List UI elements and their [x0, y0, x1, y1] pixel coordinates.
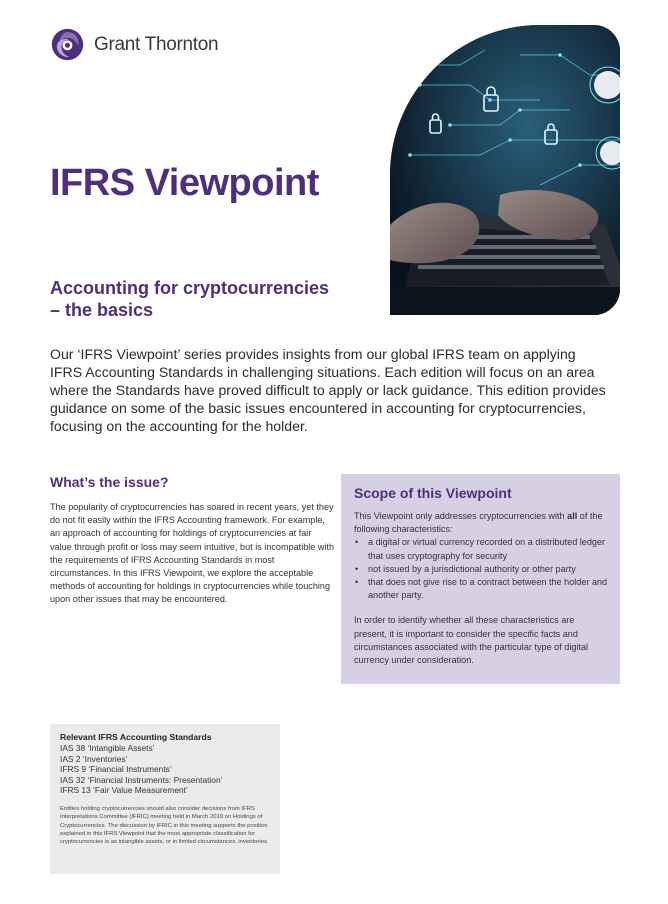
- list-item: • not issued by a jurisdictional authority or other party: [354, 563, 608, 576]
- scope-closing: In order to identify whether all these characteristics are present, it is important to consider the specific facts and circumstances associated with the particular type of digital currency under consideration.: [354, 615, 589, 666]
- hero-image: [390, 25, 620, 315]
- standards-note: Entities holding cryptocurrencies should also consider decisions from IFRS Interpretations Committee (IFRIC) meeting held in March 2019 on Holdings of Cryptocurrencies. The discussion by IFRIC in this meeting supports the position explained in this IFRS Viewpoint that the most appropriate classification for cryptocurrencies is as intangible assets, or in limited circumstances, inventories.: [60, 805, 269, 846]
- intro-paragraph: Our ‘IFRS Viewpoint’ series provides insights from our global IFRS team on applying IFRS Accounting Standards in challenging situations. Each edition will focus on an area where the Standards have proved difficult to apply or lack guidance. This edition provides guidance on some of the basic issues encountered in accounting for cryptocurrencies, focusing on the accounting for the holder.: [50, 346, 606, 434]
- scope-intro: This Viewpoint only addresses cryptocurrencies with all of the following characteristics:: [354, 511, 603, 535]
- list-item: IAS 32 ‘Financial Instruments: Presentation’: [60, 774, 223, 785]
- list-item: IFRS 9 ‘Financial Instruments’: [60, 764, 172, 775]
- relevant-standards-box: [50, 724, 280, 874]
- laptop-typing-with-lock-icons-image: [390, 25, 620, 315]
- page-title: IFRS Viewpoint: [50, 162, 319, 204]
- subtitle-line-1: Accounting for cryptocurrencies: [50, 278, 330, 298]
- issue-body: The popularity of cryptocurrencies has soared in recent years, yet they do not fit easily within the IFRS Accounting framework. For example, an approach of accounting for holdings of cryptocurrencies at fair value through profit or loss may seem intuitive, but is incompatible with the requirements of IFRS Accounting Standards in most circumstances. In this IFRS Viewpoint, we explore the acceptable methods of accounting for holdings in cryptocurrencies while touching upon other issues that may be encountered.: [50, 502, 335, 605]
- brand-name: Grant Thornton: [94, 33, 219, 55]
- list-item: • a digital or virtual currency recorded on a distributed ledger that uses cryptography for security: [354, 536, 608, 562]
- standards-heading: Relevant IFRS Accounting Standards: [60, 732, 212, 742]
- scope-heading: Scope of this Viewpoint: [354, 485, 512, 501]
- scope-criteria-list: [354, 536, 608, 602]
- list-item: IAS 38 ‘Intangible Assets’: [60, 743, 155, 753]
- list-item: • that does not give rise to a contract between the holder and another party.: [354, 576, 608, 602]
- scope-box: [341, 474, 620, 684]
- grant-thornton-logo-icon: [51, 28, 84, 61]
- subtitle-line-2: – the basics: [50, 300, 154, 320]
- issue-heading: What’s the issue?: [50, 474, 169, 490]
- list-item: IFRS 13 ‘Fair Value Measurement’: [60, 785, 188, 796]
- page-subtitle: [50, 277, 370, 321]
- list-item: IAS 2 ‘Inventories’: [60, 753, 128, 764]
- grant-thornton-logo: [51, 28, 218, 61]
